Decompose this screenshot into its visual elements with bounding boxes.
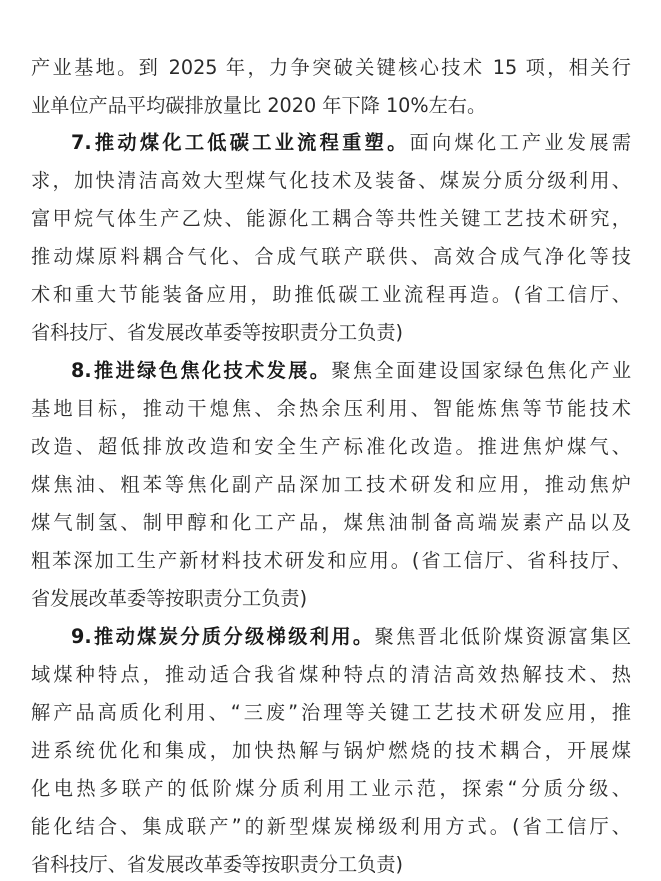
section-7-line: 推动煤原料耦合气化、合成气联产联供、高效合成气净化等技	[31, 245, 631, 268]
section-9-line: 能化结合、集成联产”的新型煤炭梯级利用方式。(省工信厅、	[31, 815, 631, 838]
section-8-heading: 8.推进绿色焦化技术发展。	[71, 359, 332, 382]
section-7-line: 术和重大节能装备应用，助推低碳工业流程再造。(省工信厅、	[31, 283, 631, 306]
section-9-heading: 9.推动煤炭分质分级梯级利用。	[71, 625, 375, 648]
section-7-line: 求，加快清洁高效大型煤气化技术及装备、煤炭分质分级利用、	[31, 169, 631, 192]
section-8-line: 改造、超低排放改造和安全生产标准化改造。推进焦炉煤气、	[31, 435, 631, 458]
section-8-line: 基地目标，推动干熄焦、余热余压利用、智能炼焦等节能技术	[31, 397, 631, 420]
section-9-line: 省科技厅、省发展改革委等按职责分工负责)	[31, 853, 404, 876]
section-8-line: 煤焦油、粗苯等焦化副产品深加工技术研发和应用，推动焦炉	[31, 473, 631, 496]
section-9-line: 解产品高质化利用、“三废”治理等关键工艺技术研发应用，推	[31, 701, 631, 724]
section-9-first-line-rest: 聚焦晋北低阶煤资源富集区	[374, 625, 632, 648]
section-8-line: 粗苯深加工生产新材料技术研发和应用。(省工信厅、省科技厅、	[31, 549, 631, 572]
section-8-line: 省发展改革委等按职责分工负责)	[31, 587, 308, 610]
intro-line: 产业基地。到 2025 年，力争突破关键核心技术 15 项，相关行	[31, 56, 631, 79]
section-9-first-line	[71, 621, 631, 653]
section-7-line: 省科技厅、省发展改革委等按职责分工负责)	[31, 321, 404, 344]
section-7-first-line	[71, 127, 631, 159]
intro-line: 业单位产品平均碳排放量比 2020 年下降 10%左右。	[31, 94, 487, 117]
section-8-first-line-rest: 聚焦全面建设国家绿色焦化产业	[331, 359, 632, 382]
section-7-line: 富甲烷气体生产乙炔、能源化工耦合等共性关键工艺技术研究，	[31, 207, 631, 230]
section-9-line: 域煤种特点，推动适合我省煤种特点的清洁高效热解技术、热	[31, 663, 631, 686]
section-7-heading: 7.推动煤化工低碳工业流程重塑。	[71, 131, 410, 154]
section-7-first-line-rest: 面向煤化工产业发展需	[409, 131, 632, 154]
section-8-first-line	[71, 355, 631, 387]
section-9-line: 进系统优化和集成，加快热解与锅炉燃烧的技术耦合，开展煤	[31, 739, 631, 762]
section-9-line: 化电热多联产的低阶煤分质利用工业示范，探索“分质分级、	[31, 777, 631, 800]
section-8-line: 煤气制氢、制甲醇和化工产品，煤焦油制备高端炭素产品以及	[31, 511, 631, 534]
